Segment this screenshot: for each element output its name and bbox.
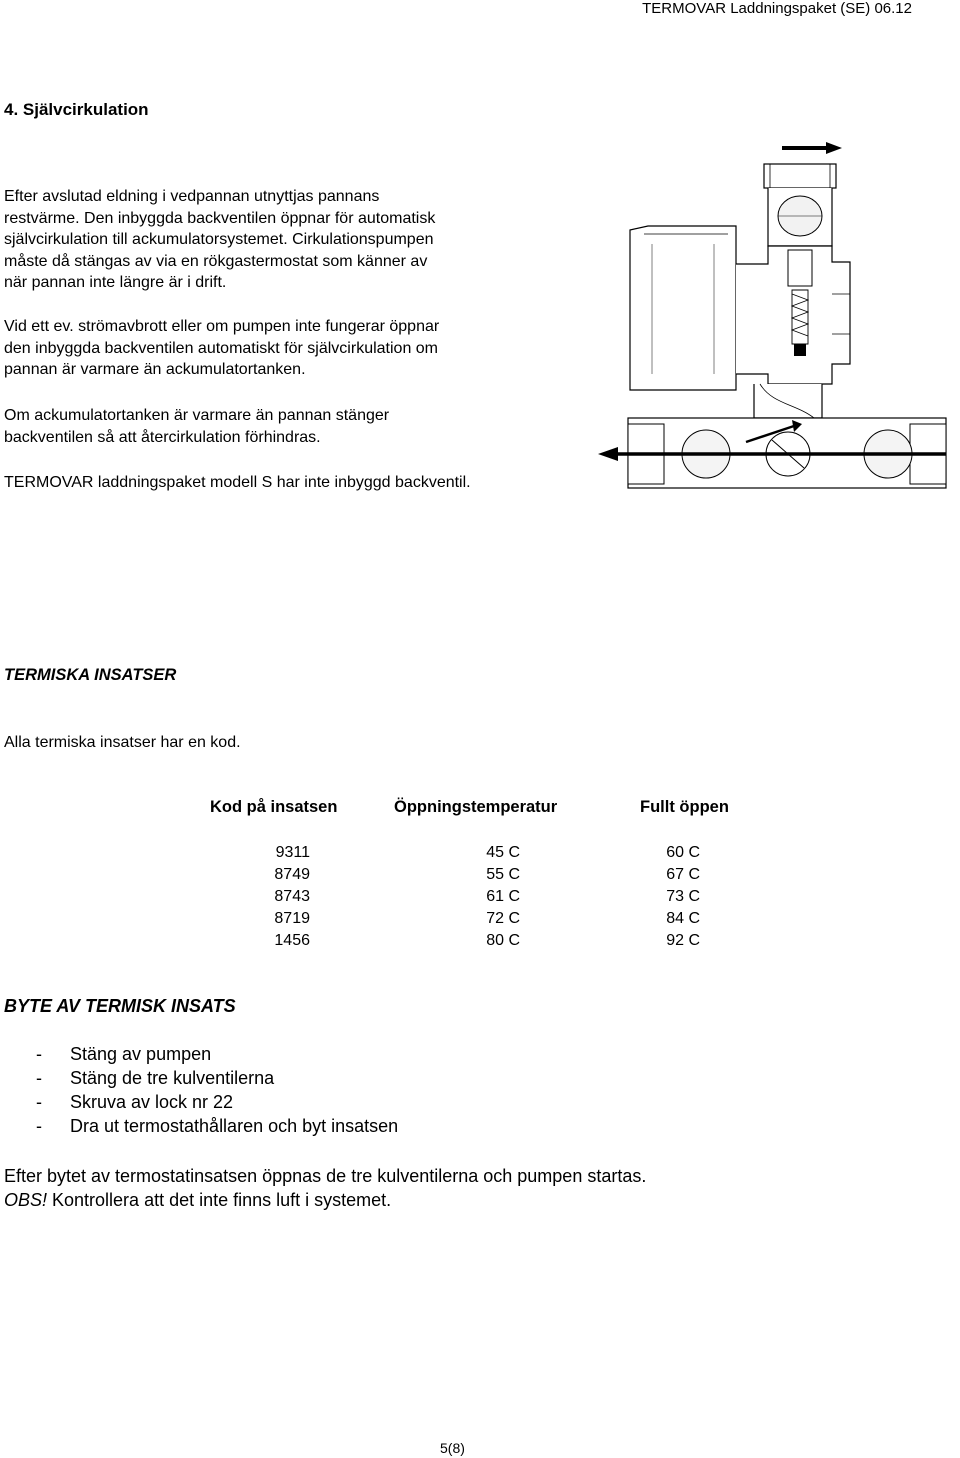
- table-cell: 8749: [274, 866, 310, 883]
- after-text: Efter bytet av termostatinsatsen öppnas de tre kulventilerna och pumpen startas.: [4, 1166, 647, 1186]
- final-notes: [4, 1164, 646, 1212]
- text-line: den inbyggda backventilen automatiskt för självcirkulation om: [4, 339, 439, 357]
- table-header-kod: Kod på insatsen: [210, 798, 338, 816]
- table-column-kod: [230, 842, 310, 952]
- list-item: [36, 1114, 398, 1138]
- table-cell: 73 C: [666, 888, 700, 905]
- table-header-fullt: Fullt öppen: [640, 798, 729, 816]
- table-cell: 84 C: [666, 910, 700, 927]
- table-cell: 92 C: [666, 932, 700, 949]
- list-dash: -: [36, 1092, 42, 1112]
- text-line: självcirkulation till ackumulatorsystemet. Cirkulationspumpen: [4, 231, 434, 248]
- text-line: måste då stängas av via en rökgastermostat som känner av: [4, 252, 428, 270]
- step-list: [36, 1042, 398, 1138]
- step-text: Stäng av pumpen: [70, 1044, 212, 1064]
- text-line: Om ackumulatortanken är varmare än pannan stänger: [4, 407, 390, 424]
- flow-arrow-right-icon: [782, 142, 842, 154]
- table-cell: 45 C: [486, 844, 520, 861]
- list-dash: -: [36, 1068, 42, 1088]
- obs-line: [4, 1188, 646, 1212]
- list-item: [36, 1042, 398, 1066]
- page-number: 5(8): [440, 1440, 465, 1456]
- table-header-oppning: Öppningstemperatur: [394, 798, 558, 816]
- step-text: Stäng de tre kulventilerna: [70, 1068, 275, 1088]
- table-column-fullt: [620, 842, 700, 952]
- step-text: Skruva av lock nr 22: [70, 1092, 234, 1112]
- table-cell: 1456: [274, 932, 310, 949]
- text-line: restvärme. Den inbyggda backventilen öppnar för automatisk: [4, 209, 436, 227]
- paragraph-model-s: TERMOVAR laddningspaket modell S har inte inbyggd backventil.: [4, 474, 471, 491]
- obs-label: OBS!: [4, 1190, 48, 1210]
- termiska-intro: Alla termiska insatser har en kod.: [4, 734, 241, 751]
- list-dash: -: [36, 1044, 42, 1064]
- table-cell: 8719: [274, 910, 310, 927]
- table-cell: 72 C: [486, 910, 520, 927]
- text-line: när pannan inte längre är i drift.: [4, 274, 227, 291]
- list-dash: -: [36, 1116, 42, 1136]
- text-line: Efter avslutad eldning i vedpannan utnyttjas pannans: [4, 188, 380, 205]
- paragraph-intro: [4, 186, 564, 294]
- section-title-byte: BYTE AV TERMISK INSATS: [4, 996, 236, 1016]
- text-line: Vid ett ev. strömavbrott eller om pumpen inte fungerar öppnar: [4, 318, 440, 335]
- text-line: pannan är varmare än ackumulatortanken.: [4, 361, 306, 378]
- paragraph-tank-warmer: [4, 405, 564, 448]
- step-text: Dra ut termostathållaren och byt insatsen: [70, 1116, 399, 1136]
- section-title-termiska: TERMISKA INSATSER: [4, 666, 177, 684]
- table-cell: 60 C: [666, 844, 700, 861]
- table-cell: 9311: [275, 844, 310, 861]
- table-cell: 8743: [274, 888, 310, 905]
- section-title: 4. Självcirkulation: [4, 100, 149, 119]
- table-cell: 80 C: [486, 932, 520, 949]
- table-cell: 55 C: [486, 866, 520, 883]
- table-column-oppning: [440, 842, 520, 952]
- paragraph-power-failure: [4, 316, 564, 381]
- obs-text: Kontrollera att det inte finns luft i systemet.: [47, 1190, 392, 1210]
- list-item: [36, 1066, 398, 1090]
- table-cell: 67 C: [666, 866, 700, 883]
- list-item: [36, 1090, 398, 1114]
- text-line: backventilen så att återcirkulation förhindras.: [4, 428, 321, 446]
- table-cell: 61 C: [486, 888, 520, 905]
- page-header: TERMOVAR Laddningspaket (SE) 06.12: [642, 0, 912, 17]
- valve-diagram: [596, 134, 960, 494]
